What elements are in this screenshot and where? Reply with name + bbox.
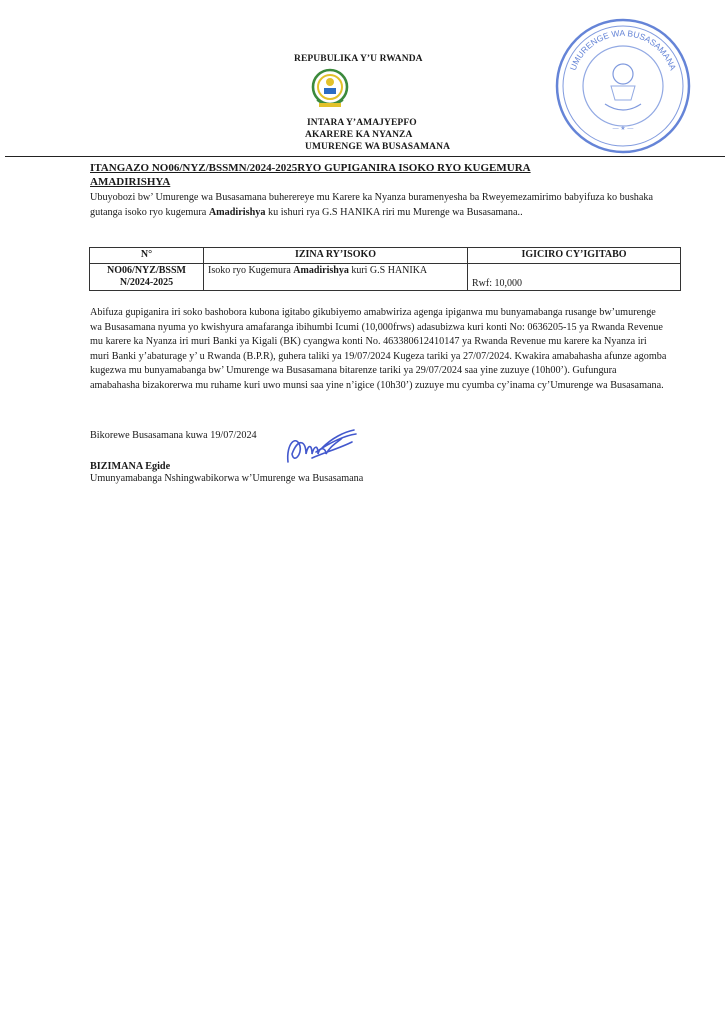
sector-heading: UMURENGE WA BUSASAMANA [305,142,451,152]
tender-name-text-end: kuri G.S HANIKA [348,265,428,276]
tender-name-text: Isoko ryo Kugemura [208,265,294,276]
intro-paragraph [90,191,668,220]
province-heading: INTARA Y’AMAJYEPFO [307,118,417,128]
body-paragraph: Abifuza gupiganira iri soko bashobora kubona igitabo gikubiyemo amabwiriza agenga ipiganwa mu bunyamabanga rusange bw’umurenge wa Busasamana nyuma yo kwishyura amafaranga ibihumbi Icumi (10,000frws) adasubizwa kuri konti No: 0636205-15 ya Rwanda Revenue mu karere ka Nyanza iri muri Banki ya Kigali (BK) cyangwa konti No. 463380612410147 ya Rwanda Revenue mu karere ka Nyanza iri muri Banki y’abaturage y’ u Rwanda (B.P.R), guhera taliki ya 19/07/2024 Kugeza tariki ya 27/07/2024. Kwakira amabahasha afunze agomba kugezwa mu bunyamabanga bw’ Umurenge wa Busasamana bitarenze tariki ya 29/07/2024 saa yine zuzuye (10h00’). Gufungura amabahasha bizakorerwa mu ruhame kuri uwo munsi saa yine n’igice (10h30’) zuzuye mu cyumba cy’inama cy’Umurenge wa Busasamana. [90,307,667,391]
tender-name-cell [204,264,468,291]
coat-of-arms-logo [311,66,349,110]
intro-bold-item: Amadirishya [208,206,266,218]
signer-title: Umunyamabanga Nshingwabikorwa w’Umurenge wa Busasamana [90,473,364,484]
tender-name-bold: Amadirishya [293,265,349,276]
intro-text-end: ku ishuri rya G.S HANIKA riri mu Murenge wa Busasamana.. [265,206,523,218]
notice-title [90,162,610,189]
table-header-row [90,248,681,264]
column-header-name: IZINA RY’ISOKO [204,248,468,264]
intro-text: Ubuyobozi bw’ Umurenge wa Busasamana buherereye mu Karere ka Nyanza buramenyesha ba Rweyemezamirimo babyifuza ko bushaka gutanga isoko ryo kugemura [90,192,654,218]
column-header-price: IGICIRO CY’IGITABO [468,248,681,264]
svg-text:— ★ —: — ★ — [612,126,634,132]
district-heading: AKARERE KA NYANZA [305,130,413,140]
svg-text:UMURENGE WA BUSASAMANA: UMURENGE WA BUSASAMANA [567,27,679,72]
notice-reference: ITANGAZO NO06/NYZ/BSSMN/2024-2025 [90,162,298,174]
signer-name: BIZIMANA Egide [90,461,171,472]
country-heading: REPUBULIKA Y’U RWANDA [294,54,423,64]
notice-subject: RYO GUPIGANIRA ISOKO RYO KUGEMURA AMADIRISHYA [90,162,531,188]
table-row [90,264,681,291]
official-stamp [553,16,693,156]
column-header-number: N° [90,248,204,264]
tender-number-cell: NO06/NYZ/BSSM N/2024-2025 [90,264,204,291]
handwritten-signature [282,424,358,472]
tender-price-cell: Rwf: 10,000 [468,264,681,291]
tender-table [89,247,681,291]
place-date: Bikorewe Busasamana kuwa 19/07/2024 [90,430,257,441]
header-divider [5,156,725,157]
